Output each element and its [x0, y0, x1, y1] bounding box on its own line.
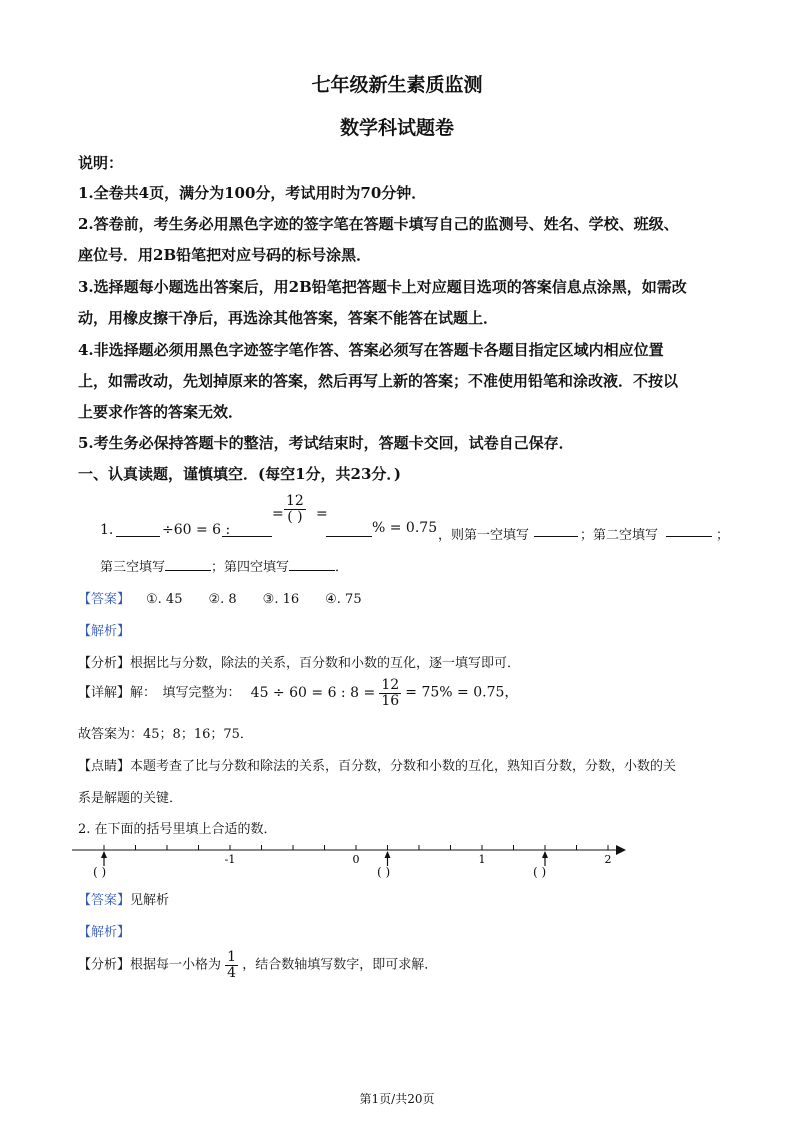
- answer-blank-1: [534, 522, 578, 537]
- question-1-answer: [78, 588, 362, 607]
- question-2-answer: [78, 889, 169, 908]
- semicolon: ；: [716, 528, 730, 543]
- instruction-line-7: 上，如需改动，先划掉原来的答案，然后再写上新的答案；不准使用铅笔和涂改液．不按以: [78, 372, 679, 390]
- detail-fraction-numerator: 12: [381, 677, 400, 693]
- instruction-line-2: 2.答卷前，考生务必用黑色字迹的签字笔在答题卡填写自己的监测号、姓名、学校、班级、: [78, 215, 679, 233]
- number-line: [70, 838, 630, 888]
- instruction-line-4: 3.选择题每小题选出答案后，用2B铅笔把答题卡上对应题目选项的答案信息点涂黑，如需改: [78, 278, 687, 296]
- answer-blank-3: [165, 556, 211, 571]
- detail-label: 【详解】: [78, 685, 131, 701]
- quarter-denominator: 4: [227, 964, 237, 981]
- division-text: ÷60 = 6 :: [162, 522, 231, 538]
- axis-label: -1: [224, 853, 236, 866]
- axis-ticks: [104, 845, 608, 850]
- section-heading: 一、认真读题，谨慎填空．(每空1分，共23分．): [78, 465, 402, 483]
- detail-fraction: [379, 678, 401, 708]
- quarter-fraction: [225, 950, 238, 980]
- fraction-denominator: ( ): [287, 508, 303, 525]
- prompt-fourth-blank: ；第四空填写: [211, 560, 290, 575]
- exam-title: 七年级新生素质监测: [311, 74, 483, 96]
- answer-blank-4: [289, 556, 335, 571]
- pointer-arrowhead-icon: [101, 851, 107, 858]
- bracket-1: ( ): [93, 865, 107, 879]
- pointer-arrowhead-icon: [542, 851, 548, 858]
- answer-text-2: 见解析: [130, 893, 170, 908]
- instructions-heading: 说明：: [78, 154, 124, 172]
- question-1-line-2: [100, 556, 348, 575]
- analysis-label-2: 【解析】: [78, 925, 131, 940]
- fraction-numerator: 12: [286, 493, 304, 509]
- detail-tail: = 75% = 0.75，: [405, 684, 519, 701]
- detail-equation: 45 ÷ 60 = 6 : 8 =: [250, 684, 376, 701]
- fenxi-text: 根据比与分数，除法的关系，百分数和小数的互化，逐一填写即可．: [130, 656, 521, 671]
- instruction-line-8: 上要求作答的答案无效．: [78, 403, 244, 421]
- detail-prefix: 解： 填写完整为：: [130, 685, 241, 701]
- question-1-fraction: [284, 494, 306, 524]
- question-1-fenxi: [78, 652, 520, 671]
- question-2-fenxi: [78, 950, 437, 980]
- fenxi-suffix-2: ，结合数轴填写数字，即可求解．: [242, 957, 438, 973]
- blank-1: [116, 522, 160, 537]
- equals-sign-2: =: [316, 506, 328, 522]
- detail-fraction-denominator: 16: [381, 692, 400, 709]
- quarter-numerator: 1: [227, 949, 237, 965]
- instruction-line-1: 1.全卷共4页，满分为100分，考试用时为70分钟．: [78, 184, 427, 202]
- blank-2: [222, 522, 272, 537]
- axis-labels: [225, 853, 612, 866]
- question-1-detail: [78, 678, 518, 708]
- question-1-dianjing: [78, 755, 676, 774]
- period: ．: [335, 560, 349, 575]
- exam-subtitle: 数学科试题卷: [339, 117, 454, 139]
- axis-arrow-icon: [616, 845, 626, 855]
- question-1-number: 1.: [100, 522, 114, 538]
- pointer-arrowhead-icon: [385, 851, 391, 858]
- instruction-line-9: 5.考生务必保持答题卡的整洁，考试结束时，答题卡交回，试卷自己保存．: [78, 434, 574, 452]
- instruction-line-3: 座位号．用2B铅笔把对应号码的标号涂黑．: [78, 246, 372, 264]
- prompt-second-blank: ；第二空填写: [580, 528, 659, 543]
- axis-label: 1: [478, 853, 486, 866]
- instruction-line-5: 动，用橡皮擦干净后，再选涂其他答案，答案不能答在试题上．: [78, 309, 499, 327]
- prompt-third-blank: 第三空填写: [100, 560, 166, 575]
- blank-3: [326, 522, 372, 537]
- answer-label-2: 【答案】: [78, 893, 131, 908]
- answer-values: ①. 45 ②. 8 ③. 16 ④. 75: [146, 592, 362, 607]
- fenxi-prefix-2: 根据每一小格为: [130, 957, 222, 973]
- fenxi-label: 【分析】: [78, 656, 131, 671]
- percent-text: % = 0.75: [372, 520, 438, 536]
- page-footer: 第1页/共20页: [359, 1092, 435, 1106]
- instruction-line-6: 4.非选择题必须用黑色字迹签字笔作答、答案必须写在答题卡各题目指定区域内相应位置: [78, 341, 664, 359]
- axis-label: 2: [604, 853, 612, 866]
- dianjing-label: 【点睛】: [78, 759, 131, 774]
- dianjing-text-1: 本题考查了比与分数和除法的关系，百分数，分数和小数的互化，熟知百分数，分数，小数的关: [130, 759, 677, 774]
- answer-blank-2: [666, 522, 712, 537]
- bracket-2: ( ): [377, 865, 391, 879]
- axis-label: 0: [352, 853, 360, 866]
- dianjing-text-2: 系是解题的关键．: [78, 791, 183, 806]
- question-2-text: 2. 在下面的括号里填上合适的数．: [78, 822, 277, 837]
- question-1-equation: [100, 492, 740, 552]
- question-1-conclusion: 故答案为：45；8；16；75．: [78, 727, 253, 742]
- fenxi-label-2: 【分析】: [78, 957, 131, 973]
- analysis-label: 【解析】: [78, 624, 131, 639]
- bracket-3: ( ): [533, 865, 547, 879]
- prompt-first-blank: ，则第一空填写: [438, 528, 530, 543]
- equals-sign-1: =: [272, 506, 284, 522]
- answer-label: 【答案】: [78, 592, 131, 607]
